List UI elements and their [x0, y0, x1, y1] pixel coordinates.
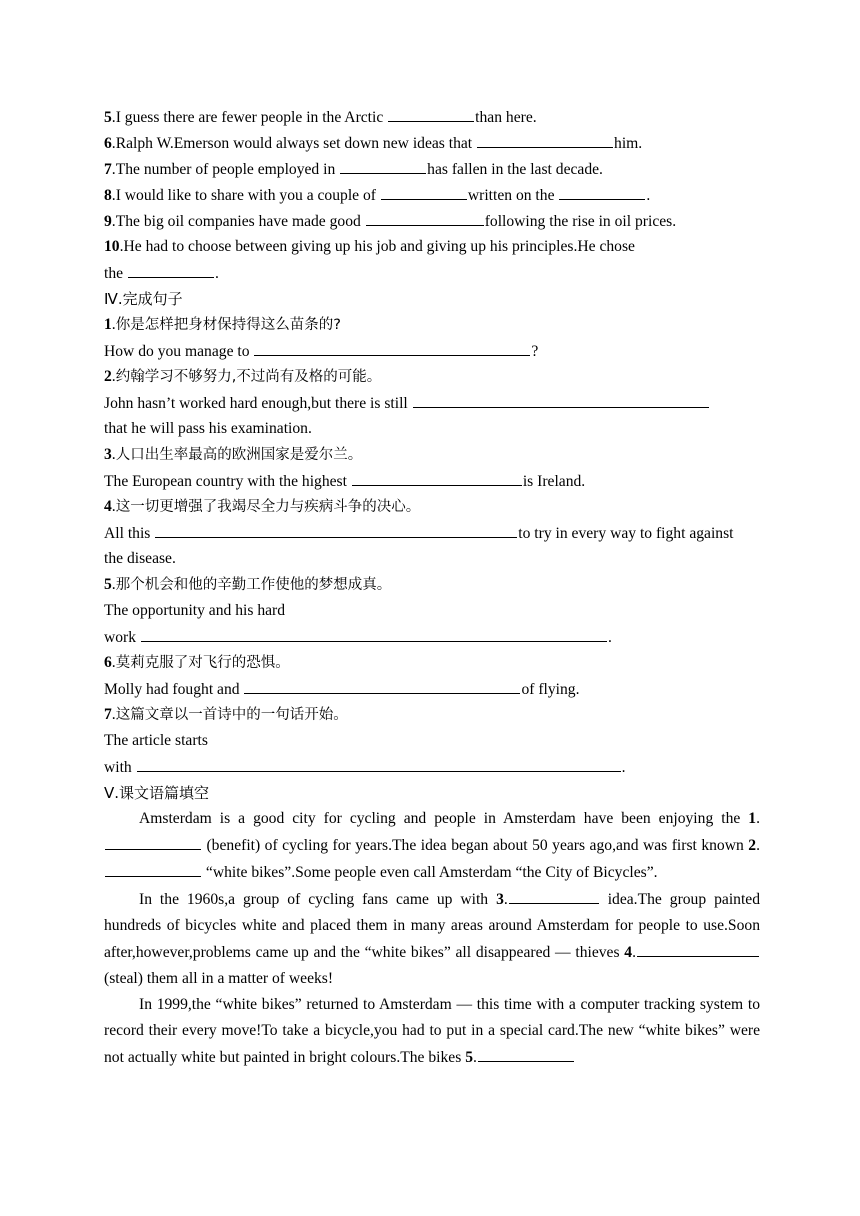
sentence-7-zh: 7.这篇文章以一首诗中的一句话开始。	[104, 706, 348, 723]
passage-text: Amsterdam is a good city for cycling and people in Amsterdam have been enjoying the	[139, 810, 749, 827]
item-text: .	[607, 629, 612, 646]
item-number: 10	[104, 238, 120, 255]
blank-number: 2	[748, 837, 757, 854]
passage-text: (benefit) of cycling for years.The idea began about 50 years ago,and was first known	[202, 837, 749, 854]
item-text: to try in every way to fight against	[518, 525, 734, 542]
chinese-prompt: 这篇文章以一首诗中的一句话开始。	[115, 707, 348, 723]
item-text: How do you manage to	[104, 343, 254, 360]
item-number: 9	[104, 213, 112, 230]
exercise-item-10-cont	[104, 260, 760, 286]
answer-blank[interactable]	[559, 182, 645, 200]
exercise-item-10: 10.He had to choose between giving up his job and giving up his principles.He chose	[104, 238, 635, 255]
passage-paragraph-1: Amsterdam is a good city for cycling and people in Amsterdam have been enjoying the 1. (benefit) of cycling for years.The idea began about 50 years ago,and was first known 2. “white bikes”.Some people even call Amsterdam “the City of Bicycles”.	[104, 806, 760, 886]
sentence-4-en-cont	[104, 546, 760, 572]
answer-blank[interactable]	[128, 260, 214, 278]
item-number: 2	[104, 368, 112, 385]
item-text: that he will pass his examination.	[104, 420, 312, 437]
item-number: 6	[104, 654, 112, 671]
answer-blank[interactable]	[478, 1044, 574, 1062]
passage-text: (steal) them all in a matter of weeks!	[104, 970, 334, 987]
passage-text: “white bikes”.Some people even call Amsterdam “the City of Bicycles”.	[202, 864, 658, 881]
item-text: Ralph W.Emerson would always set down new ideas that	[115, 135, 477, 152]
passage-paragraph-3: In 1999,the “white bikes” returned to Amsterdam — this time with a computer tracking system to record their every move!To take a bicycle,you had to put in a special card.The new “white bikes” were not actually white but painted in bright colours.The bikes 5.	[104, 996, 760, 1066]
item-text: with	[104, 759, 136, 776]
chinese-prompt: 你是怎样把身材保持得这么苗条的?	[115, 317, 341, 333]
sentence-5-en-cont	[104, 624, 760, 650]
sentence-6-zh: 6.莫莉克服了对飞行的恐惧。	[104, 654, 290, 671]
item-text: is Ireland.	[522, 473, 586, 490]
item-text: work	[104, 629, 140, 646]
item-text: has fallen in the last decade.	[427, 161, 603, 178]
item-text: I guess there are fewer people in the Arctic	[115, 109, 388, 126]
sentence-6-en	[104, 676, 760, 702]
answer-blank[interactable]	[637, 939, 759, 957]
sentence-4-zh: 4.这一切更增强了我竭尽全力与疾病斗争的决心。	[104, 498, 421, 515]
answer-blank[interactable]	[254, 338, 530, 356]
answer-blank[interactable]	[105, 832, 201, 850]
item-text: .	[646, 187, 651, 204]
item-text: The number of people employed in	[115, 161, 340, 178]
item-text: .	[621, 759, 626, 776]
chinese-prompt: 那个机会和他的辛勤工作使他的梦想成真。	[115, 577, 392, 593]
answer-blank[interactable]	[388, 104, 474, 122]
item-text: following the rise in oil prices.	[484, 213, 677, 230]
exercise-item-5: 5.I guess there are fewer people in the Arctic than here.	[104, 104, 760, 130]
item-text: The big oil companies have made good	[115, 213, 365, 230]
answer-blank[interactable]	[340, 156, 426, 174]
item-text: He had to choose between giving up his job and giving up his principles.He chose	[123, 238, 635, 255]
item-text: him.	[614, 135, 643, 152]
sentence-5-zh: 5.那个机会和他的辛勤工作使他的梦想成真。	[104, 576, 392, 593]
section-heading-4: Ⅳ.完成句子	[104, 290, 183, 308]
blank-number: 1	[748, 810, 757, 827]
exercise-item-6: 6.Ralph W.Emerson would always set down new ideas that him.	[104, 130, 760, 156]
item-text: Molly had fought and	[104, 681, 244, 698]
chinese-prompt: 这一切更增强了我竭尽全力与疾病斗争的决心。	[115, 499, 421, 515]
sentence-7-en-cont	[104, 754, 760, 780]
item-text: ?	[531, 343, 539, 360]
item-text: The opportunity and his hard	[104, 602, 286, 619]
chinese-prompt: 莫莉克服了对飞行的恐惧。	[115, 655, 290, 671]
item-text: John hasn’t worked hard enough,but there is still	[104, 395, 412, 412]
passage-text: idea.The group painted hundreds of bicycles white and placed them in many areas around Amsterdam for people to use.Soon after,however,problems came up and the “white bikes” all disappeared — thieves	[104, 891, 761, 961]
item-text: I would like to share with you a couple of	[115, 187, 380, 204]
sentence-7-en	[104, 728, 760, 754]
item-number: 1	[104, 316, 112, 333]
sentence-2-en-cont	[104, 416, 760, 442]
chinese-prompt: 人口出生率最高的欧洲国家是爱尔兰。	[115, 447, 363, 463]
item-number: 7	[104, 161, 112, 178]
item-text: of flying.	[521, 681, 580, 698]
answer-blank[interactable]	[413, 390, 709, 408]
sentence-1-en	[104, 338, 760, 364]
sentence-1-zh: 1.你是怎样把身材保持得这么苗条的?	[104, 316, 341, 333]
chinese-prompt: 约翰学习不够努力,不过尚有及格的可能。	[115, 369, 382, 385]
sentence-3-en	[104, 468, 760, 494]
item-text: .	[214, 265, 219, 282]
answer-blank[interactable]	[509, 886, 599, 904]
answer-blank[interactable]	[352, 468, 522, 486]
item-number: 3	[104, 446, 112, 463]
blank-number: 5	[465, 1049, 473, 1066]
item-text: written on the	[467, 187, 559, 204]
item-text: The European country with the highest	[104, 473, 351, 490]
item-number: 4	[104, 498, 112, 515]
sentence-4-en	[104, 520, 760, 546]
item-text: the	[104, 265, 127, 282]
item-text: than here.	[475, 109, 537, 126]
answer-blank[interactable]	[477, 130, 613, 148]
answer-blank[interactable]	[105, 859, 201, 877]
blank-number: 4	[624, 944, 633, 961]
exercise-item-8: 8.I would like to share with you a couple of written on the .	[104, 182, 760, 208]
blank-number: 3	[496, 891, 504, 908]
exercise-item-7: 7.The number of people employed in has fallen in the last decade.	[104, 156, 760, 182]
item-number: 5	[104, 109, 112, 126]
exercise-item-9: 9.The big oil companies have made good following the rise in oil prices.	[104, 208, 760, 234]
passage-paragraph-2: In the 1960s,a group of cycling fans came up with 3. idea.The group painted hundreds of bicycles white and placed them in many areas around Amsterdam for people to use.Soon after,however,problems came up and the “white bikes” all disappeared — thieves 4. (steal) them all in a matter of weeks!	[104, 886, 760, 992]
item-number: 7	[104, 706, 112, 723]
sentence-2-en	[104, 390, 760, 416]
answer-blank[interactable]	[244, 676, 520, 694]
passage-text: In 1999,the “white bikes” returned to Amsterdam — this time with a computer tracking system to record their every move!To take a bicycle,you had to put in a special card.The new “white bikes” were not actually white but painted in bright colours.The bikes	[104, 996, 760, 1066]
item-number: 5	[104, 576, 112, 593]
item-number: 8	[104, 187, 112, 204]
answer-blank[interactable]	[155, 520, 517, 538]
answer-blank[interactable]	[366, 208, 484, 226]
item-text: the disease.	[104, 550, 176, 567]
section-heading-5: Ⅴ.课文语篇填空	[104, 784, 210, 802]
answer-blank[interactable]	[137, 754, 621, 772]
sentence-3-zh: 3.人口出生率最高的欧洲国家是爱尔兰。	[104, 446, 363, 463]
item-number: 6	[104, 135, 112, 152]
answer-blank[interactable]	[141, 624, 607, 642]
item-text: All this	[104, 525, 155, 542]
sentence-2-zh: 2.约翰学习不够努力,不过尚有及格的可能。	[104, 368, 382, 385]
passage-text: In the 1960s,a group of cycling fans came up with	[139, 891, 497, 908]
item-text: The article starts	[104, 732, 208, 749]
sentence-5-en	[104, 598, 760, 624]
worksheet-page	[104, 104, 760, 1071]
answer-blank[interactable]	[381, 182, 467, 200]
